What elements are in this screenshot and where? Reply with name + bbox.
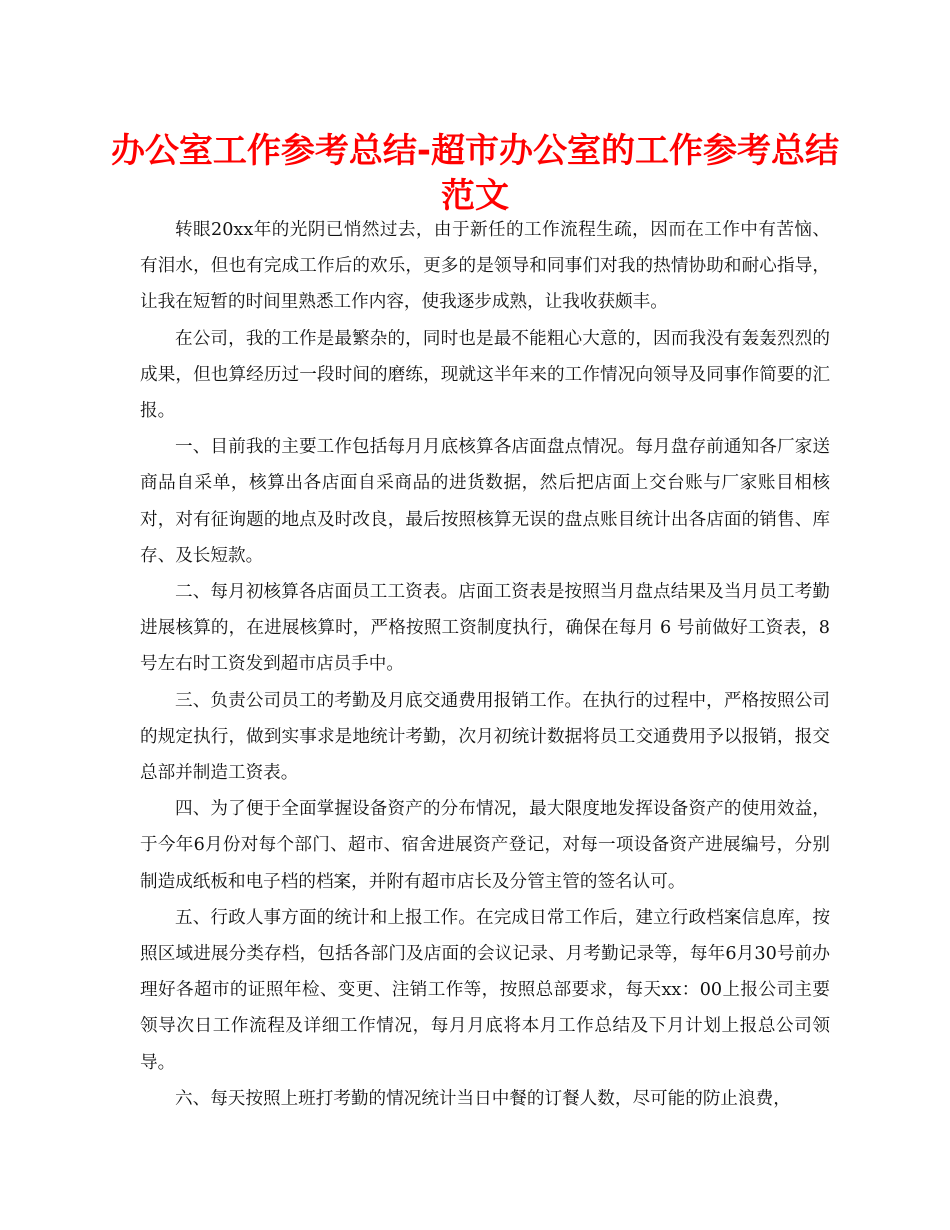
paragraph-intro: 转眼20xx年的光阴已悄然过去，由于新任的工作流程生疏，因而在工作中有苦恼、有泪水，但也有完成工作后的欢乐，更多的是领导和同事们对我的热情协助和耐心指导，让我在短暂的时间里熟悉工作内容，使我逐步成熟，让我收获颇丰。 xyxy=(140,220,830,313)
document-title-line-2: 范文 xyxy=(441,176,509,216)
paragraph-item-2: 二、每月初核算各店面员工工资表。店面工资表是按照当月盘点结果及当月员工考勤进展核算的，在进展核算时，严格按照工资制度执行，确保在每月 6 号前做好工资表，8 号左右时工资发到超市店员手中。 xyxy=(140,582,830,675)
paragraph-item-1: 一、目前我的主要工作包括每月月底核算各店面盘点情况。每月盘存前通知各厂家送商品自采单，核算出各店面自采商品的进货数据，然后把店面上交台账与厂家账目相核对，对有征询题的地点及时改良，最后按照核算无误的盘点账目统计出各店面的销售、库存、及长短款。 xyxy=(140,437,830,566)
paragraph-item-5: 五、行政人事方面的统计和上报工作。在完成日常工作后，建立行政档案信息库，按照区域进展分类存档，包括各部门及店面的会议记录、月考勤记录等，每年6月30号前办理好各超市的证照年检、变更、注销工作等，按照总部要求，每天xx：00上报公司主要领导次日工作流程及详细工作情况，每月月底将本月工作总结及下月计划上报总公司领导。 xyxy=(140,907,830,1073)
paragraph-item-3: 三、负责公司员工的考勤及月底交通费用报销工作。在执行的过程中，严格按照公司的规定执行，做到实事求是地统计考勤，次月初统计数据将员工交通费用予以报销，报交总部并制造工资表。 xyxy=(140,690,830,784)
paragraph-company: 在公司，我的工作是最繁杂的，同时也是最不能粗心大意的，因而我没有轰轰烈烈的成果，但也算经历过一段时间的磨练，现就这半年来的工作情况向领导及同事作简要的汇报。 xyxy=(140,328,830,422)
paragraph-item-4: 四、为了便于全面掌握设备资产的分布情况，最大限度地发挥设备资产的使用效益，于今年6月份对每个部门、超市、宿舍进展资产登记，对每一项设备资产进展编号，分别制造成纸板和电子档的档案，并附有超市店长及分管主管的签名认可。 xyxy=(140,799,830,892)
document-body xyxy=(140,212,830,1117)
paragraph-item-6: 六、每天按照上班打考勤的情况统计当日中餐的订餐人数，尽可能的防止浪费， xyxy=(175,1088,791,1109)
document-title-line-1: 办公室工作参考总结-超市办公室的工作参考总结 xyxy=(110,131,840,171)
